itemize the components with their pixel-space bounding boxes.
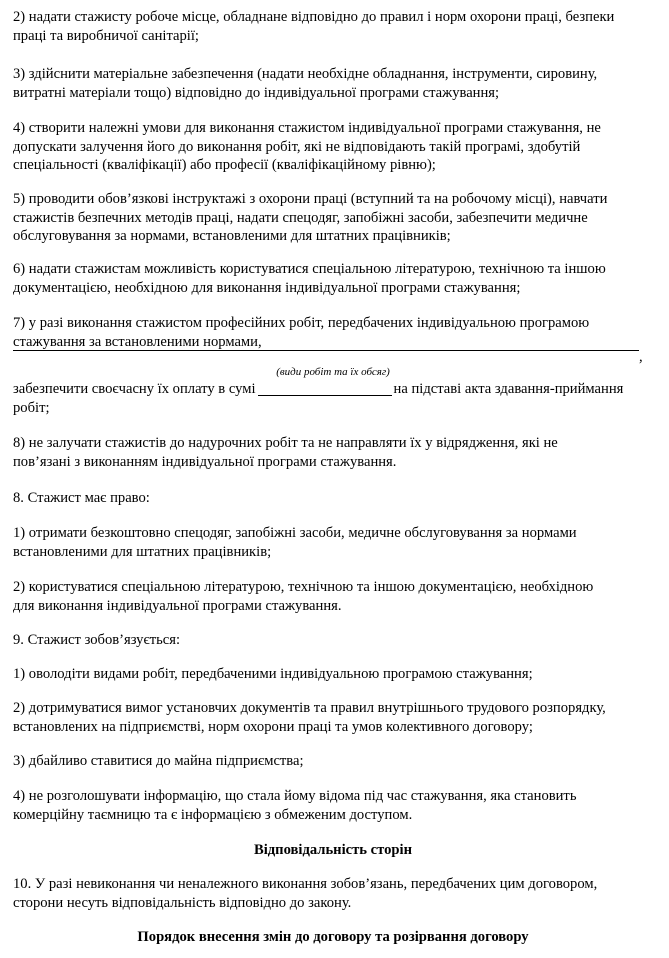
intern-right-2: 2) користуватися спеціальною літературою, технічною та іншою документацією, необхідною для виконання індивідуальної програми стажування. xyxy=(13,579,594,614)
amendment-heading: Порядок внесення змін до договору та розірвання договору xyxy=(137,929,529,945)
payment-text-start: забезпечити своєчасну їх оплату в сумі xyxy=(13,381,256,397)
payment-text-tail: робіт; xyxy=(13,399,50,416)
responsibility-heading: Відповідальність сторін xyxy=(254,842,412,858)
intern-duty-1: 1) оволодіти видами робіт, передбаченими індивідуальною програмою стажування; xyxy=(13,666,533,682)
employer-duty-8: 8) не залучати стажистів до надурочних робіт та не направляти їх у відрядження, які не пов’язані з виконанням індивідуальної програми стажування. xyxy=(13,435,558,470)
intern-duty-2: 2) дотримуватися вимог установчих документів та правил внутрішнього трудового розпорядку, встановлених на підприємстві, норм охорони праці та умов колективного договору; xyxy=(13,700,606,735)
intern-right-1: 1) отримати безкоштовно спецодяг, запобіжні засоби, медичне обслуговування за нормами встановленими для штатних працівників; xyxy=(13,525,577,560)
employer-duty-7: 7) у разі виконання стажистом професійних робіт, передбачених індивідуальною програмою стажування за встановленими нормами, xyxy=(13,315,590,350)
work-types-caption: (види робіт та їх обсяг) xyxy=(276,366,390,378)
intern-rights-title: 8. Стажист має право: xyxy=(13,490,150,506)
blank-line-comma: , xyxy=(639,349,643,365)
employer-duty-6: 6) надати стажистам можливість користуватися спеціальною літературою, технічною та іншою документацією, необхідною для виконання індивідуальної програми стажування; xyxy=(13,261,606,296)
intern-duty-3: 3) дбайливо ставитися до майна підприємства; xyxy=(13,753,304,769)
payment-text-end: на підставі акта здавання-приймання xyxy=(393,381,624,397)
employer-duty-2: 2) надати стажисту робоче місце, обладнане відповідно до правил і норм охорони праці, безпеки праці та виробничої санітарії; xyxy=(13,9,615,44)
intern-duties-title: 9. Стажист зобов’язується: xyxy=(13,632,181,648)
work-types-blank-line xyxy=(13,350,639,351)
employer-duty-4: 4) створити належні умови для виконання стажистом індивідуальної програми стажування, не допускати залучення його до виконання робіт, які не відповідають такій програмі, здобутій спеціальності (кваліфікації) або професії (кваліфікаційному рівню); xyxy=(13,120,601,173)
employer-duty-7-payment xyxy=(13,380,653,417)
employer-duty-5: 5) проводити обов’язкові інструктажі з охорони праці (вступний та на робочому місці), навчати стажистів безпечних методів праці, надати спецодяг, запобіжні засоби, забезпечити медичне обслуговування за нормами, встановленими для штатних працівників; xyxy=(13,191,608,244)
intern-duty-4: 4) не розголошувати інформацію, що стала йому відома під час стажування, яка становить комерційну таємницю та є інформацією з обмеженим доступом. xyxy=(13,788,577,823)
employer-duty-3: 3) здійснити матеріальне забезпечення (надати необхідне обладнання, інструменти, сировину, витратні матеріали тощо) відповідно до індивідуальної програми стажування; xyxy=(13,66,598,101)
responsibility-clause-10: 10. У разі невиконання чи неналежного виконання зобов’язань, передбачених цим договором, сторони несуть відповідальність відповідно до закону. xyxy=(13,876,598,911)
payment-amount-blank xyxy=(258,381,392,396)
